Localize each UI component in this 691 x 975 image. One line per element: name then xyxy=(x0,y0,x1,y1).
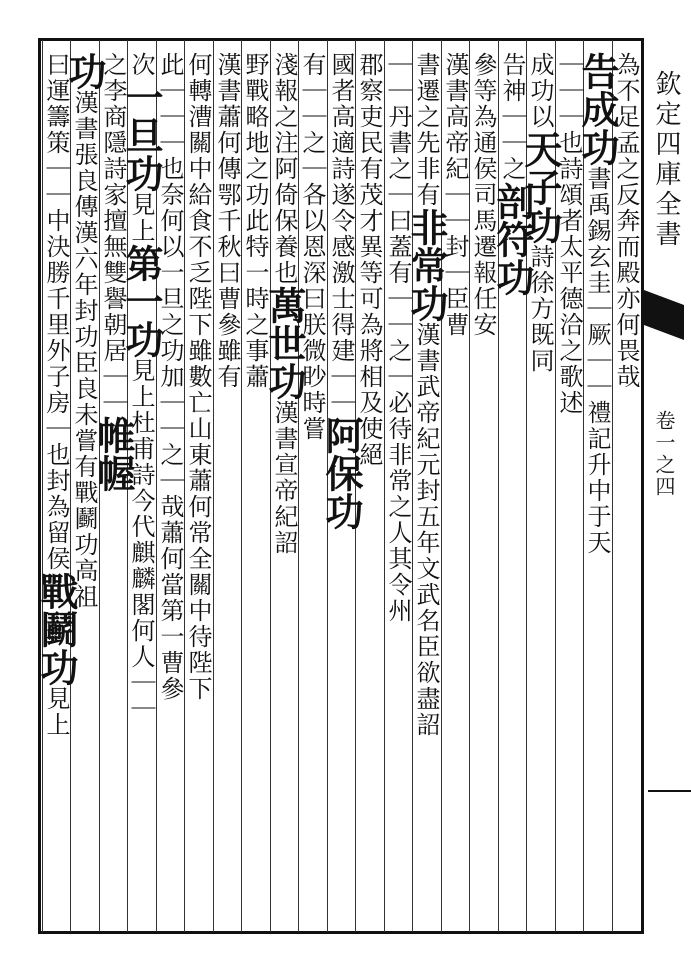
entry-heading: 第一功 xyxy=(119,244,164,358)
column-text: 漢書武帝紀元封五年文武名臣欲盡詔 xyxy=(412,322,440,738)
column-text: 書禹錫玄圭｜厥｜｜ xyxy=(583,166,611,400)
margin-book-title: 欽定四庫全書 xyxy=(651,70,681,250)
column-text: 李商隱詩家擅無雙譽朝居｜｜ xyxy=(99,78,127,416)
column-text: 郡察吏民有茂才異等可為將相及使絕 xyxy=(355,52,383,468)
column-text: 何轉漕關中給食不乏陛下雖數亡山東蕭何常全關中待陛下 xyxy=(184,52,212,702)
text-column xyxy=(469,52,497,922)
entry-heading: 阿保功 xyxy=(319,416,364,530)
column-text: ｜｜丹書之｜ xyxy=(384,52,412,208)
column-text: 漢書高帝紀｜｜封｜臣曹 xyxy=(441,52,469,338)
column-text: 曰朕微眇時嘗 xyxy=(298,286,326,442)
column-text: 曰蓋有｜｜之｜必待非常之人其令州 xyxy=(384,208,412,624)
text-column xyxy=(298,52,326,922)
text-column xyxy=(184,52,212,922)
column-text: 漢書蕭何傳鄂千秋曰曹參雖有 xyxy=(213,52,241,390)
entry-heading: 天子功 xyxy=(518,130,563,244)
column-text: 禮記升中于天 xyxy=(583,400,611,556)
entry-heading: 剖符功 xyxy=(490,182,535,296)
column-text: 之 xyxy=(99,52,127,78)
column-text: 而殿亦何畏哉 xyxy=(612,234,640,390)
text-column xyxy=(490,52,535,922)
column-text: 漢書宣帝紀詔 xyxy=(270,400,298,556)
column-text: 見上 xyxy=(127,192,155,244)
column-text: ｜｜之 xyxy=(498,104,526,182)
column-text: 國者高適詩遂令感激士得建｜｜ xyxy=(327,52,355,416)
column-text: 詩徐方既同 xyxy=(526,244,554,374)
column-text: 此｜｜｜也奈何以一旦之功加｜｜之｜哉蕭何當第一曹參 xyxy=(156,52,184,702)
column-text: 見上杜甫詩今代麒麟閣何人｜｜ xyxy=(127,358,155,722)
column-text: 淺報之注阿倚保養也 xyxy=(270,52,298,286)
text-column xyxy=(62,52,107,922)
column-text: 見上 xyxy=(42,686,70,738)
entry-heading: 一旦功 xyxy=(119,78,164,192)
column-text: ｜｜｜也詩頌者太平德洽之歌述 xyxy=(555,52,583,416)
column-text: 曰運籌策｜｜中決勝千里外子房｜也封為留侯 xyxy=(42,52,70,572)
text-column xyxy=(213,52,241,922)
column-text: 野戰略地之功此特一時之事蕭 xyxy=(241,52,269,390)
entry-heading: 帷幄 xyxy=(91,416,136,492)
column-text: 參等為通侯司馬遷報任安 xyxy=(469,52,497,338)
text-column xyxy=(384,52,412,922)
text-column xyxy=(262,52,307,922)
margin-chapter-label: 卷一之四 xyxy=(652,410,676,498)
entry-heading: 告成功 xyxy=(575,52,620,166)
text-column xyxy=(91,52,136,922)
text-column xyxy=(441,52,469,922)
column-text: 告神 xyxy=(498,52,526,104)
text-column xyxy=(241,52,269,922)
entry-heading: 萬世功 xyxy=(262,286,307,400)
column-text: 漢書張良傳漢六年封功臣良未嘗有戰鬬功高祖 xyxy=(70,90,98,610)
column-text: 次 xyxy=(127,52,155,78)
entry-heading: 非常功 xyxy=(404,208,449,322)
entry-heading: 戰鬬功 xyxy=(34,572,79,686)
column-text: 成功以 xyxy=(526,52,554,130)
column-text: 有｜｜之｜各以恩深 xyxy=(298,52,326,286)
text-column xyxy=(34,52,79,922)
text-column xyxy=(319,52,364,922)
text-column xyxy=(612,52,640,922)
text-column xyxy=(404,52,449,922)
entry-heading: 功 xyxy=(62,52,107,90)
column-text: 書遷之先非有 xyxy=(412,52,440,208)
margin-rule xyxy=(648,790,691,792)
text-column xyxy=(575,52,620,922)
column-text: 為不足孟之反奔 xyxy=(612,52,640,234)
